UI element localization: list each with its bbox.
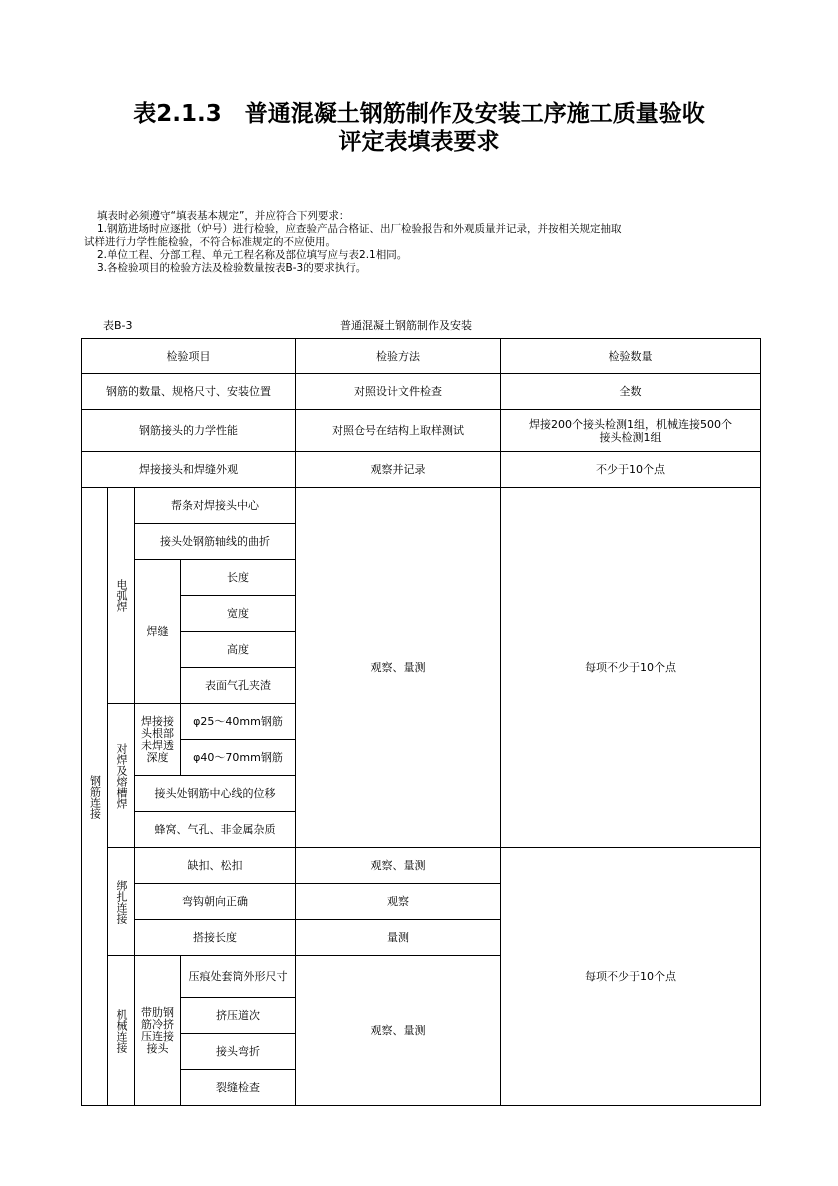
- tie-label: 绑扎连接: [108, 848, 135, 956]
- table-number: 表B-3: [103, 319, 133, 332]
- table-row: 焊缝 长度: [82, 560, 761, 596]
- depth-label: 焊接接头根部未焊透深度: [135, 704, 181, 776]
- weld-method: 观察、量测: [296, 488, 501, 848]
- table-row: 绑扎连接 缺扣、松扣 观察、量测 每项不少于10个点: [82, 848, 761, 884]
- table-row: 弯钩朝向正确 观察: [82, 884, 761, 920]
- mechanical-test-quantity: 焊接200个接头检测1组，机械连接500个 接头检测1组: [501, 410, 761, 452]
- header-method: 检验方法: [296, 339, 501, 374]
- table-row: 钢筋的数量、规格尺寸、安装位置 对照设计文件检查 全数: [82, 374, 761, 410]
- table-row: 挤压道次: [82, 998, 761, 1034]
- requirements: [84, 210, 762, 275]
- header-item: 检验项目: [82, 339, 296, 374]
- table-row: 接头处钢筋轴线的曲折: [82, 524, 761, 560]
- requirement-2: 2.单位工程、分部工程、单元工程名称及部位填写应与表2.1相同。: [97, 249, 408, 261]
- table-row: 表面气孔夹渣: [82, 668, 761, 704]
- table-row: 裂缝检查: [82, 1070, 761, 1106]
- table-row: 焊接接头和焊缝外观 观察并记录 不少于10个点: [82, 452, 761, 488]
- page-title: [0, 100, 838, 156]
- table-row: 钢筋连接 电弧焊 帮条对焊接头中心 观察、量测 每项不少于10个点: [82, 488, 761, 524]
- table-row: 接头处钢筋中心线的位移: [82, 776, 761, 812]
- arc-weld-label: 电弧焊: [108, 488, 135, 704]
- weld-quantity: 每项不少于10个点: [501, 488, 761, 848]
- table-row: 搭接长度 量测: [82, 920, 761, 956]
- requirement-1: 1.钢筋进场时应逐批（炉号）进行检验，应查验产品合格证、出厂检验报告和外观质量并记录，并按相关规定抽取: [97, 223, 622, 235]
- table-row: 钢筋接头的力学性能 对照仓号在结构上取样测试 焊接200个接头检测1组，机械连接500个 接头检测1组: [82, 410, 761, 452]
- title-line-1: 表2.1.3 普通混凝土钢筋制作及安装工序施工质量验收: [133, 101, 705, 127]
- table-row: 接头弯折: [82, 1034, 761, 1070]
- table-row: 宽度: [82, 596, 761, 632]
- table-row: 高度: [82, 632, 761, 668]
- mech-label: 机械连接: [108, 956, 135, 1106]
- title-line-2: 评定表填表要求: [338, 129, 500, 155]
- table-row: 机械连接 带肋钢筋冷挤压连接接头 压痕处套筒外形尺寸 观察、量测: [82, 956, 761, 998]
- butt-weld-label: 对焊及熔槽焊: [108, 704, 135, 848]
- mech-sub: 带肋钢筋冷挤压连接接头: [135, 956, 181, 1106]
- mech-method: 观察、量测: [296, 956, 501, 1106]
- requirement-intro: 填表时必须遵守“填表基本规定”，并应符合下列要求：: [97, 210, 350, 222]
- requirement-3: 3.各检验项目的检验方法及检验数量按表B-3的要求执行。: [97, 262, 367, 274]
- header-quantity: 检验数量: [501, 339, 761, 374]
- group-label: 钢筋连接: [82, 488, 108, 1106]
- table-row: φ40～70mm钢筋: [82, 740, 761, 776]
- table-row: 蜂窝、气孔、非金属杂质: [82, 812, 761, 848]
- table-row: 对焊及熔槽焊 焊接接头根部未焊透深度 φ25～40mm钢筋: [82, 704, 761, 740]
- table-header-row: [82, 339, 761, 374]
- inspection-table: [81, 338, 761, 1106]
- lower-quantity: 每项不少于10个点: [501, 848, 761, 1106]
- table-caption: 普通混凝土钢筋制作及安装: [340, 319, 472, 332]
- requirement-1-cont: 试样进行力学性能检验，不符合标准规定的不应使用。: [84, 236, 336, 248]
